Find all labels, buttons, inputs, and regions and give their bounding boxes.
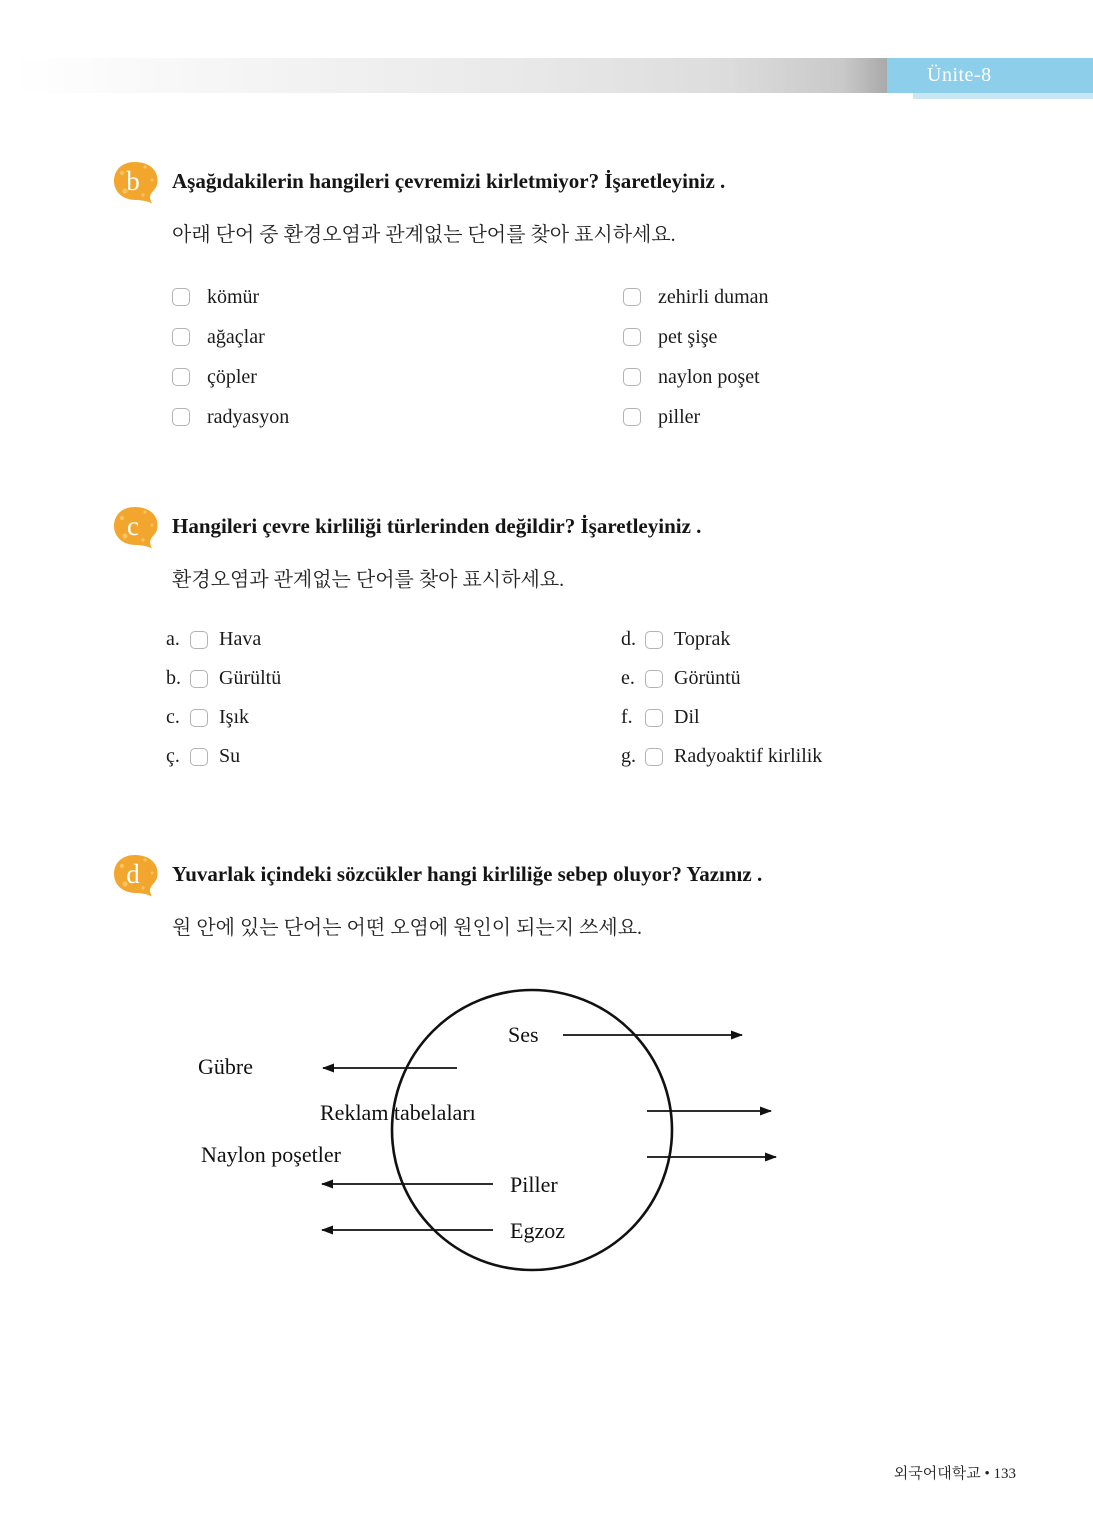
checkbox-label: Radyoaktif kirlilik — [674, 745, 823, 767]
pollution-diagram — [150, 960, 850, 1300]
unit-label: Ünite-8 — [927, 64, 992, 86]
section-c-badge-icon — [112, 505, 160, 549]
section-b-subtitle-ko: 아래 단어 중 환경오염과 관계없는 단어를 찾아 표시하세요. — [172, 224, 676, 246]
diagram-label-naylon: Naylon poşetler — [201, 1142, 341, 1167]
checkbox-label: çöpler — [207, 365, 257, 388]
list-item — [621, 737, 822, 776]
section-c — [112, 505, 1012, 592]
diagram-label-ses: Ses — [508, 1022, 539, 1047]
checkbox[interactable] — [645, 631, 663, 649]
checkbox[interactable] — [623, 328, 641, 346]
checkbox[interactable] — [172, 288, 190, 306]
section-b — [112, 160, 1012, 247]
list-item — [623, 357, 769, 397]
list-item — [166, 737, 281, 776]
checkbox-label: piller — [658, 405, 701, 428]
checkbox-label: pet şişe — [658, 325, 718, 348]
section-d-badge-icon — [112, 853, 160, 897]
checkbox[interactable] — [172, 328, 190, 346]
list-item — [172, 317, 289, 357]
checkbox[interactable] — [645, 709, 663, 727]
diagram-label-piller: Piller — [510, 1172, 558, 1197]
list-item — [623, 277, 769, 317]
checkbox[interactable] — [623, 288, 641, 306]
item-letter: ç. — [166, 745, 180, 767]
diagram-label-gubre: Gübre — [198, 1054, 253, 1079]
checkbox-label: naylon poşet — [658, 365, 760, 388]
checkbox-label: Işık — [219, 706, 249, 728]
checkbox[interactable] — [190, 631, 208, 649]
checkbox-label: Hava — [219, 628, 262, 650]
item-letter: f. — [621, 706, 633, 728]
list-item — [172, 357, 289, 397]
section-d — [112, 853, 1012, 940]
section-c-subtitle-ko: 환경오염과 관계없는 단어를 찾아 표시하세요. — [172, 569, 565, 591]
checkbox-label: Toprak — [674, 628, 731, 650]
section-c-list-left — [166, 620, 281, 776]
checkbox[interactable] — [172, 368, 190, 386]
item-letter: d. — [621, 628, 636, 650]
checkbox-label: ağaçlar — [207, 325, 265, 348]
checkbox[interactable] — [623, 408, 641, 426]
list-item — [621, 698, 822, 737]
page-footer: 외국어대학교 • 133 — [893, 1466, 1016, 1482]
item-letter: c. — [166, 706, 180, 728]
list-item — [166, 659, 281, 698]
checkbox-label: zehirli duman — [658, 285, 769, 308]
item-letter: g. — [621, 745, 636, 767]
diagram-label-reklam: Reklam tabelaları — [320, 1100, 476, 1125]
diagram-label-egzoz: Egzoz — [510, 1218, 565, 1243]
item-letter: b. — [166, 667, 181, 689]
checkbox-label: Görüntü — [674, 667, 741, 689]
section-d-subtitle-ko: 원 안에 있는 단어는 어떤 오염에 원인이 되는지 쓰세요. — [172, 917, 643, 939]
section-d-title: Yuvarlak içindeki sözcükler hangi kirliliğe sebep oluyor? Yazınız . — [172, 862, 763, 886]
checkbox[interactable] — [645, 670, 663, 688]
section-d-badge-letter: d — [126, 858, 140, 889]
header-gradient-bar — [12, 58, 887, 93]
list-item — [172, 277, 289, 317]
checkbox-label: Gürültü — [219, 667, 282, 689]
checkbox[interactable] — [645, 748, 663, 766]
list-item — [621, 620, 822, 659]
section-b-list-right — [623, 277, 769, 437]
checkbox-label: Su — [219, 745, 241, 767]
list-item — [166, 698, 281, 737]
checkbox-label: radyasyon — [207, 405, 290, 428]
checkbox[interactable] — [190, 709, 208, 727]
list-item — [172, 397, 289, 437]
checkbox[interactable] — [190, 748, 208, 766]
list-item — [621, 659, 822, 698]
list-item — [166, 620, 281, 659]
item-letter: e. — [621, 667, 635, 689]
list-item — [623, 317, 769, 357]
checkbox-label: Dil — [674, 706, 700, 728]
section-b-list-left — [172, 277, 289, 437]
section-b-badge-icon — [112, 160, 160, 204]
section-c-badge-letter: c — [127, 510, 139, 541]
checkbox[interactable] — [190, 670, 208, 688]
checkbox[interactable] — [623, 368, 641, 386]
section-c-title: Hangileri çevre kirliliği türlerinden değildir? İşaretleyiniz . — [172, 514, 702, 538]
unit-tab — [887, 58, 1093, 93]
checkbox-label: kömür — [207, 285, 260, 308]
list-item — [623, 397, 769, 437]
checkbox[interactable] — [172, 408, 190, 426]
unit-tab-shadow — [913, 93, 1093, 99]
section-c-list-right — [621, 620, 822, 776]
section-b-title: Aşağıdakilerin hangileri çevremizi kirletmiyor? İşaretleyiniz . — [172, 169, 726, 193]
section-b-badge-letter: b — [126, 165, 140, 196]
item-letter: a. — [166, 628, 180, 650]
